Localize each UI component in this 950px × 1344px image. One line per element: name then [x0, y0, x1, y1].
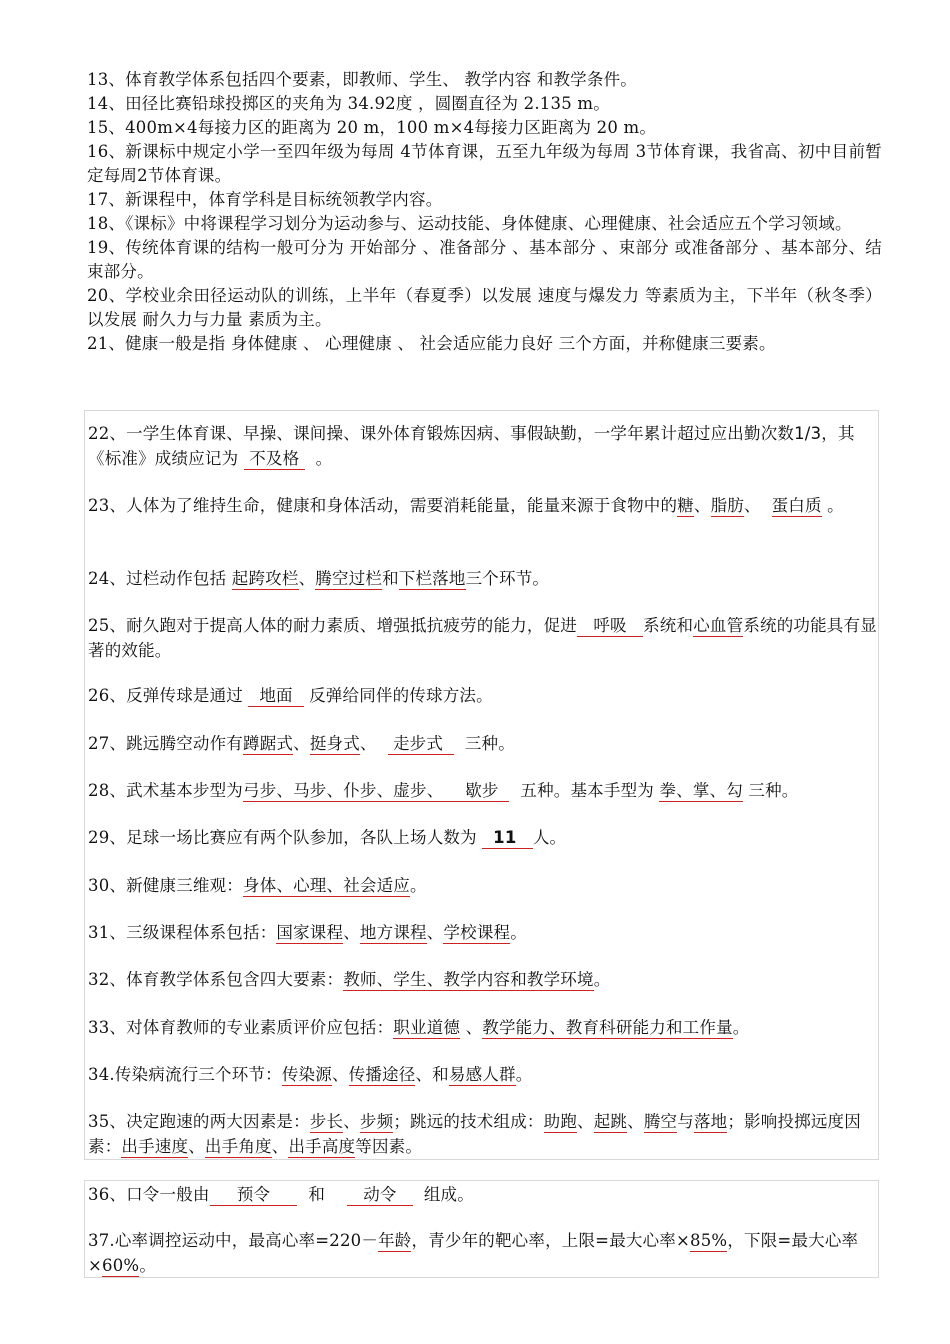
question-box-1: [84, 410, 879, 1160]
answer-blank: 预令: [210, 1185, 298, 1206]
question-27: 27、跳远腾空动作有蹲踞式、挺身式、 走步式 三种。: [88, 734, 515, 753]
answer-blank: 11: [482, 828, 533, 849]
question-24: 24、过栏动作包括 起跨攻栏、腾空过栏和下栏落地三个环节。: [88, 569, 550, 588]
answer-blank: 国家课程: [276, 923, 344, 942]
question-25: 25、耐久跑对于提高人体的耐力素质、增强抵抗疲劳的能力，促进 呼吸 系统和心血管系统的功能具有显著的效能。: [88, 616, 877, 660]
question-31: 31、三级课程体系包括：国家课程、地方课程、学校课程。: [88, 923, 527, 942]
answer-blank: 落地: [693, 1112, 728, 1131]
answer-blank: 不及格: [243, 449, 305, 468]
answer-blank: 动令: [347, 1185, 413, 1206]
answer-blank: 职业道德: [393, 1018, 461, 1037]
answer-blank: 起跨攻栏: [231, 569, 299, 588]
answer-blank: 60%: [102, 1256, 140, 1275]
question-21: 21、健康一般是指 身体健康 、 心理健康 、 社会适应能力良好 三个方面，并称健康三要素。: [87, 334, 776, 353]
answer-blank: 拳、掌、勾: [659, 781, 743, 800]
answer-blank: 蛋白质: [771, 496, 822, 515]
answer-blank: 出手角度: [204, 1137, 272, 1156]
answer-blank: 腾空: [643, 1112, 678, 1131]
answer-blank: 走步式: [388, 734, 454, 755]
question-33: 33、对体育教师的专业素质评价应包括：职业道德 、教学能力、教育科研能力和工作量。: [88, 1018, 750, 1037]
question-16: 16、新课标中规定小学一至四年级为每周 4节体育课，五至九年级为每周 3节体育课，我省高、初中目前暂定每周2节体育课。: [87, 142, 882, 185]
answer-blank: 出手高度: [288, 1137, 356, 1156]
question-19: 19、传统体育课的结构一般可分为 开始部分 、准备部分 、基本部分 、束部分 或准备部分 、基本部分、结束部分。: [87, 238, 882, 281]
answer-blank: 传播途径: [348, 1065, 416, 1084]
question-18: 18、《课标》中将课程学习划分为运动参与、运动技能、身体健康、心理健康、社会适应五个学习领域。: [87, 214, 852, 233]
question-34: 34.传染病流行三个环节：传染源、传播途径、和易感人群。: [88, 1065, 533, 1084]
answer-blank: 教师、学生、教学内容和教学环境: [343, 970, 594, 989]
question-box-2: [84, 1180, 879, 1278]
answer-blank: 下栏落地: [398, 569, 466, 588]
question-30: 30、新健康三维观：身体、心理、社会适应。: [88, 876, 427, 895]
question-36: 36、口令一般由 预令 和 动令 组成。: [88, 1185, 474, 1204]
answer-blank: 步频: [359, 1112, 394, 1131]
question-17: 17、新课程中，体育学科是目标统领教学内容。: [87, 190, 443, 209]
question-26: 26、反弹传球是通过 地面 反弹给同伴的传球方法。: [88, 686, 493, 705]
question-13: 13、体育教学体系包括四个要素，即教师、学生、 教学内容 和教学条件。: [87, 70, 637, 89]
answer-blank: 年龄: [378, 1231, 412, 1250]
answer-blank: 85%: [690, 1231, 728, 1250]
answer-blank: 腾空过栏: [315, 569, 383, 588]
answer-blank: 学校课程: [443, 923, 511, 942]
top-question-list: [87, 68, 882, 356]
answer-blank: 弓步、马步、仆步、虚步、 歇步: [243, 781, 509, 802]
answer-blank: 心血管: [693, 616, 744, 635]
question-35: 35、决定跑速的两大因素是：步长、步频；跳远的技术组成：助跑、起跳、腾空与落地；影响投掷远度因素：出手速度、出手角度、出手高度等因素。: [88, 1112, 861, 1156]
answer-blank: 出手速度: [121, 1137, 189, 1156]
answer-blank: 糖: [677, 496, 694, 515]
question-20: 20、学校业余田径运动队的训练，上半年（春夏季）以发展 速度与爆发力 等素质为主，下半年（秋冬季）以发展 耐久力与力量 素质为主。: [87, 286, 882, 329]
answer-blank: 起跳: [593, 1112, 628, 1131]
question-22: 22、一学生体育课、早操、课间操、课外体育锻炼因病、事假缺勤，一学年累计超过应出勤次数1/3，其《标准》成绩应记为 不及格 。: [88, 424, 855, 468]
question-15: 15、400m×4每接力区的距离为 20 m，100 m×4每接力区距离为 20 m。: [87, 118, 657, 137]
answer-blank: 传染源: [281, 1065, 332, 1084]
question-29: 29、足球一场比赛应有两个队参加，各队上场人数为 11 人。: [88, 828, 567, 847]
answer-blank: 教学能力、教育科研能力和工作量: [482, 1018, 733, 1037]
answer-blank: 地面: [248, 686, 303, 707]
answer-blank: 蹲踞式: [243, 734, 294, 753]
question-37: 37.心率调控运动中，最高心率=220－年龄，青少年的靶心率，上限=最大心率×85%，下限=最大心率×60%。: [88, 1231, 859, 1275]
question-23: 23、人体为了维持生命，健康和身体活动，需要消耗能量，能量来源于食物中的糖、脂肪、 蛋白质 。: [88, 496, 844, 515]
answer-blank: 脂肪: [710, 496, 745, 515]
answer-blank: 步长: [309, 1112, 344, 1131]
answer-blank: 身体、心理、社会适应: [243, 876, 410, 895]
question-28: 28、武术基本步型为弓步、马步、仆步、虚步、 歇步 五种。基本手型为 拳、掌、勾 三种。: [88, 781, 799, 800]
answer-blank: 挺身式: [309, 734, 360, 753]
answer-blank: 地方课程: [359, 923, 427, 942]
answer-blank: 易感人群: [448, 1065, 516, 1084]
question-32: 32、体育教学体系包含四大要素：教师、学生、教学内容和教学环境。: [88, 970, 611, 989]
answer-blank: 助跑: [543, 1112, 578, 1131]
answer-blank: 呼吸: [577, 616, 643, 637]
question-14: 14、田径比赛铅球投掷区的夹角为 34.92度 ，圆圈直径为 2.135 m。: [87, 94, 610, 113]
